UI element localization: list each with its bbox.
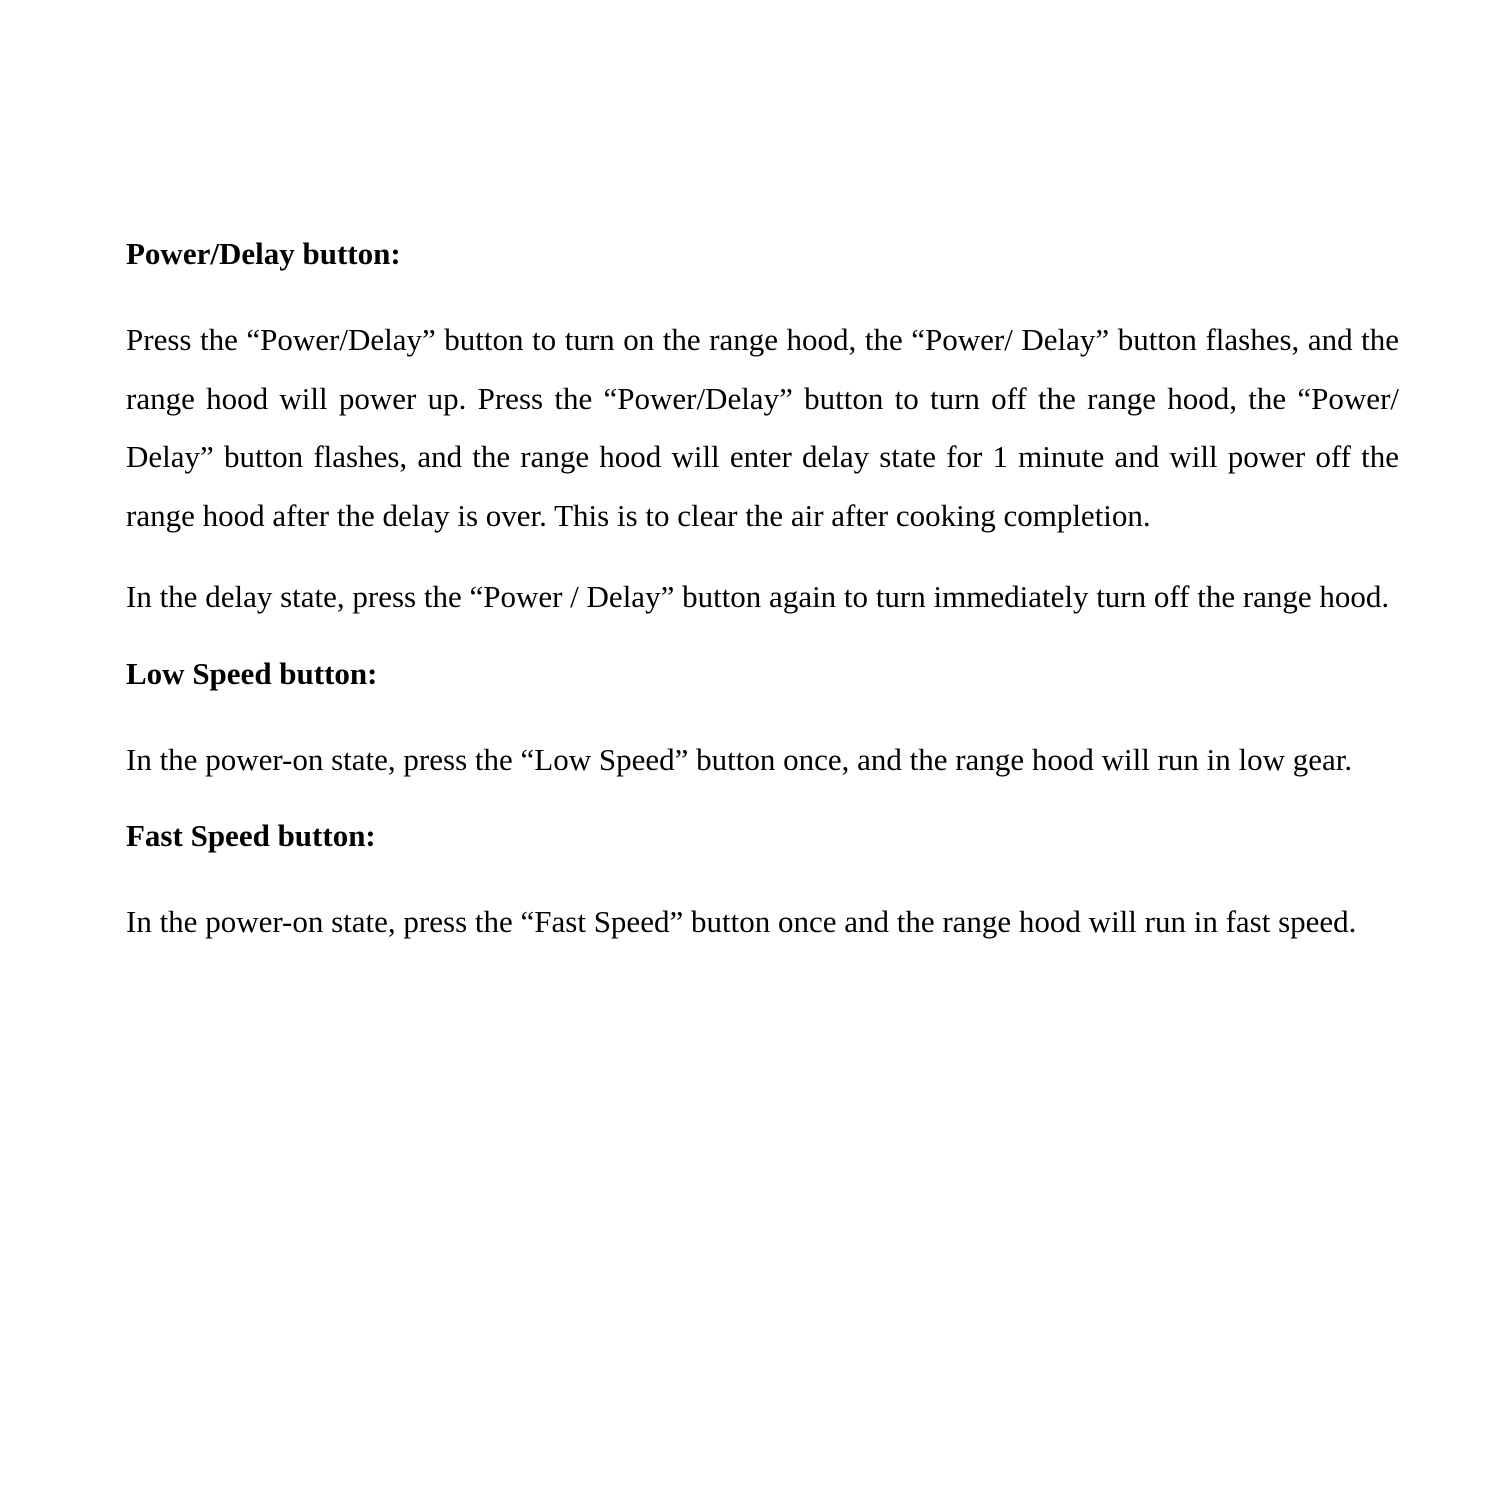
low-speed-paragraph: In the power-on state, press the “Low Speed” button once, and the range hood will run in low gear. [126, 741, 1353, 777]
fast-speed-heading: Fast Speed button: [126, 818, 376, 853]
low-speed-heading: Low Speed button: [126, 655, 378, 691]
document-page [126, 230, 1399, 952]
power-delay-paragraph-1: Press the “Power/Delay” button to turn on the range hood, the “Power/ Delay” button flashes, and the range hood will power up. Press the “Power/Delay” button to turn off the range hood, the “Power/ Delay” button flashes, and the range hood will enter delay state for 1 minute and will power off the range hood after the delay is over. This is to clear the air after cooking completion. [126, 322, 1399, 533]
power-delay-heading: Power/Delay button: [126, 236, 401, 271]
power-delay-paragraph-2: In the delay state, press the “Power / Delay” button again to turn immediately turn off the range hood. [126, 579, 1390, 614]
fast-speed-paragraph: In the power-on state, press the “Fast Speed” button once and the range hood will run in fast speed. [126, 904, 1357, 939]
